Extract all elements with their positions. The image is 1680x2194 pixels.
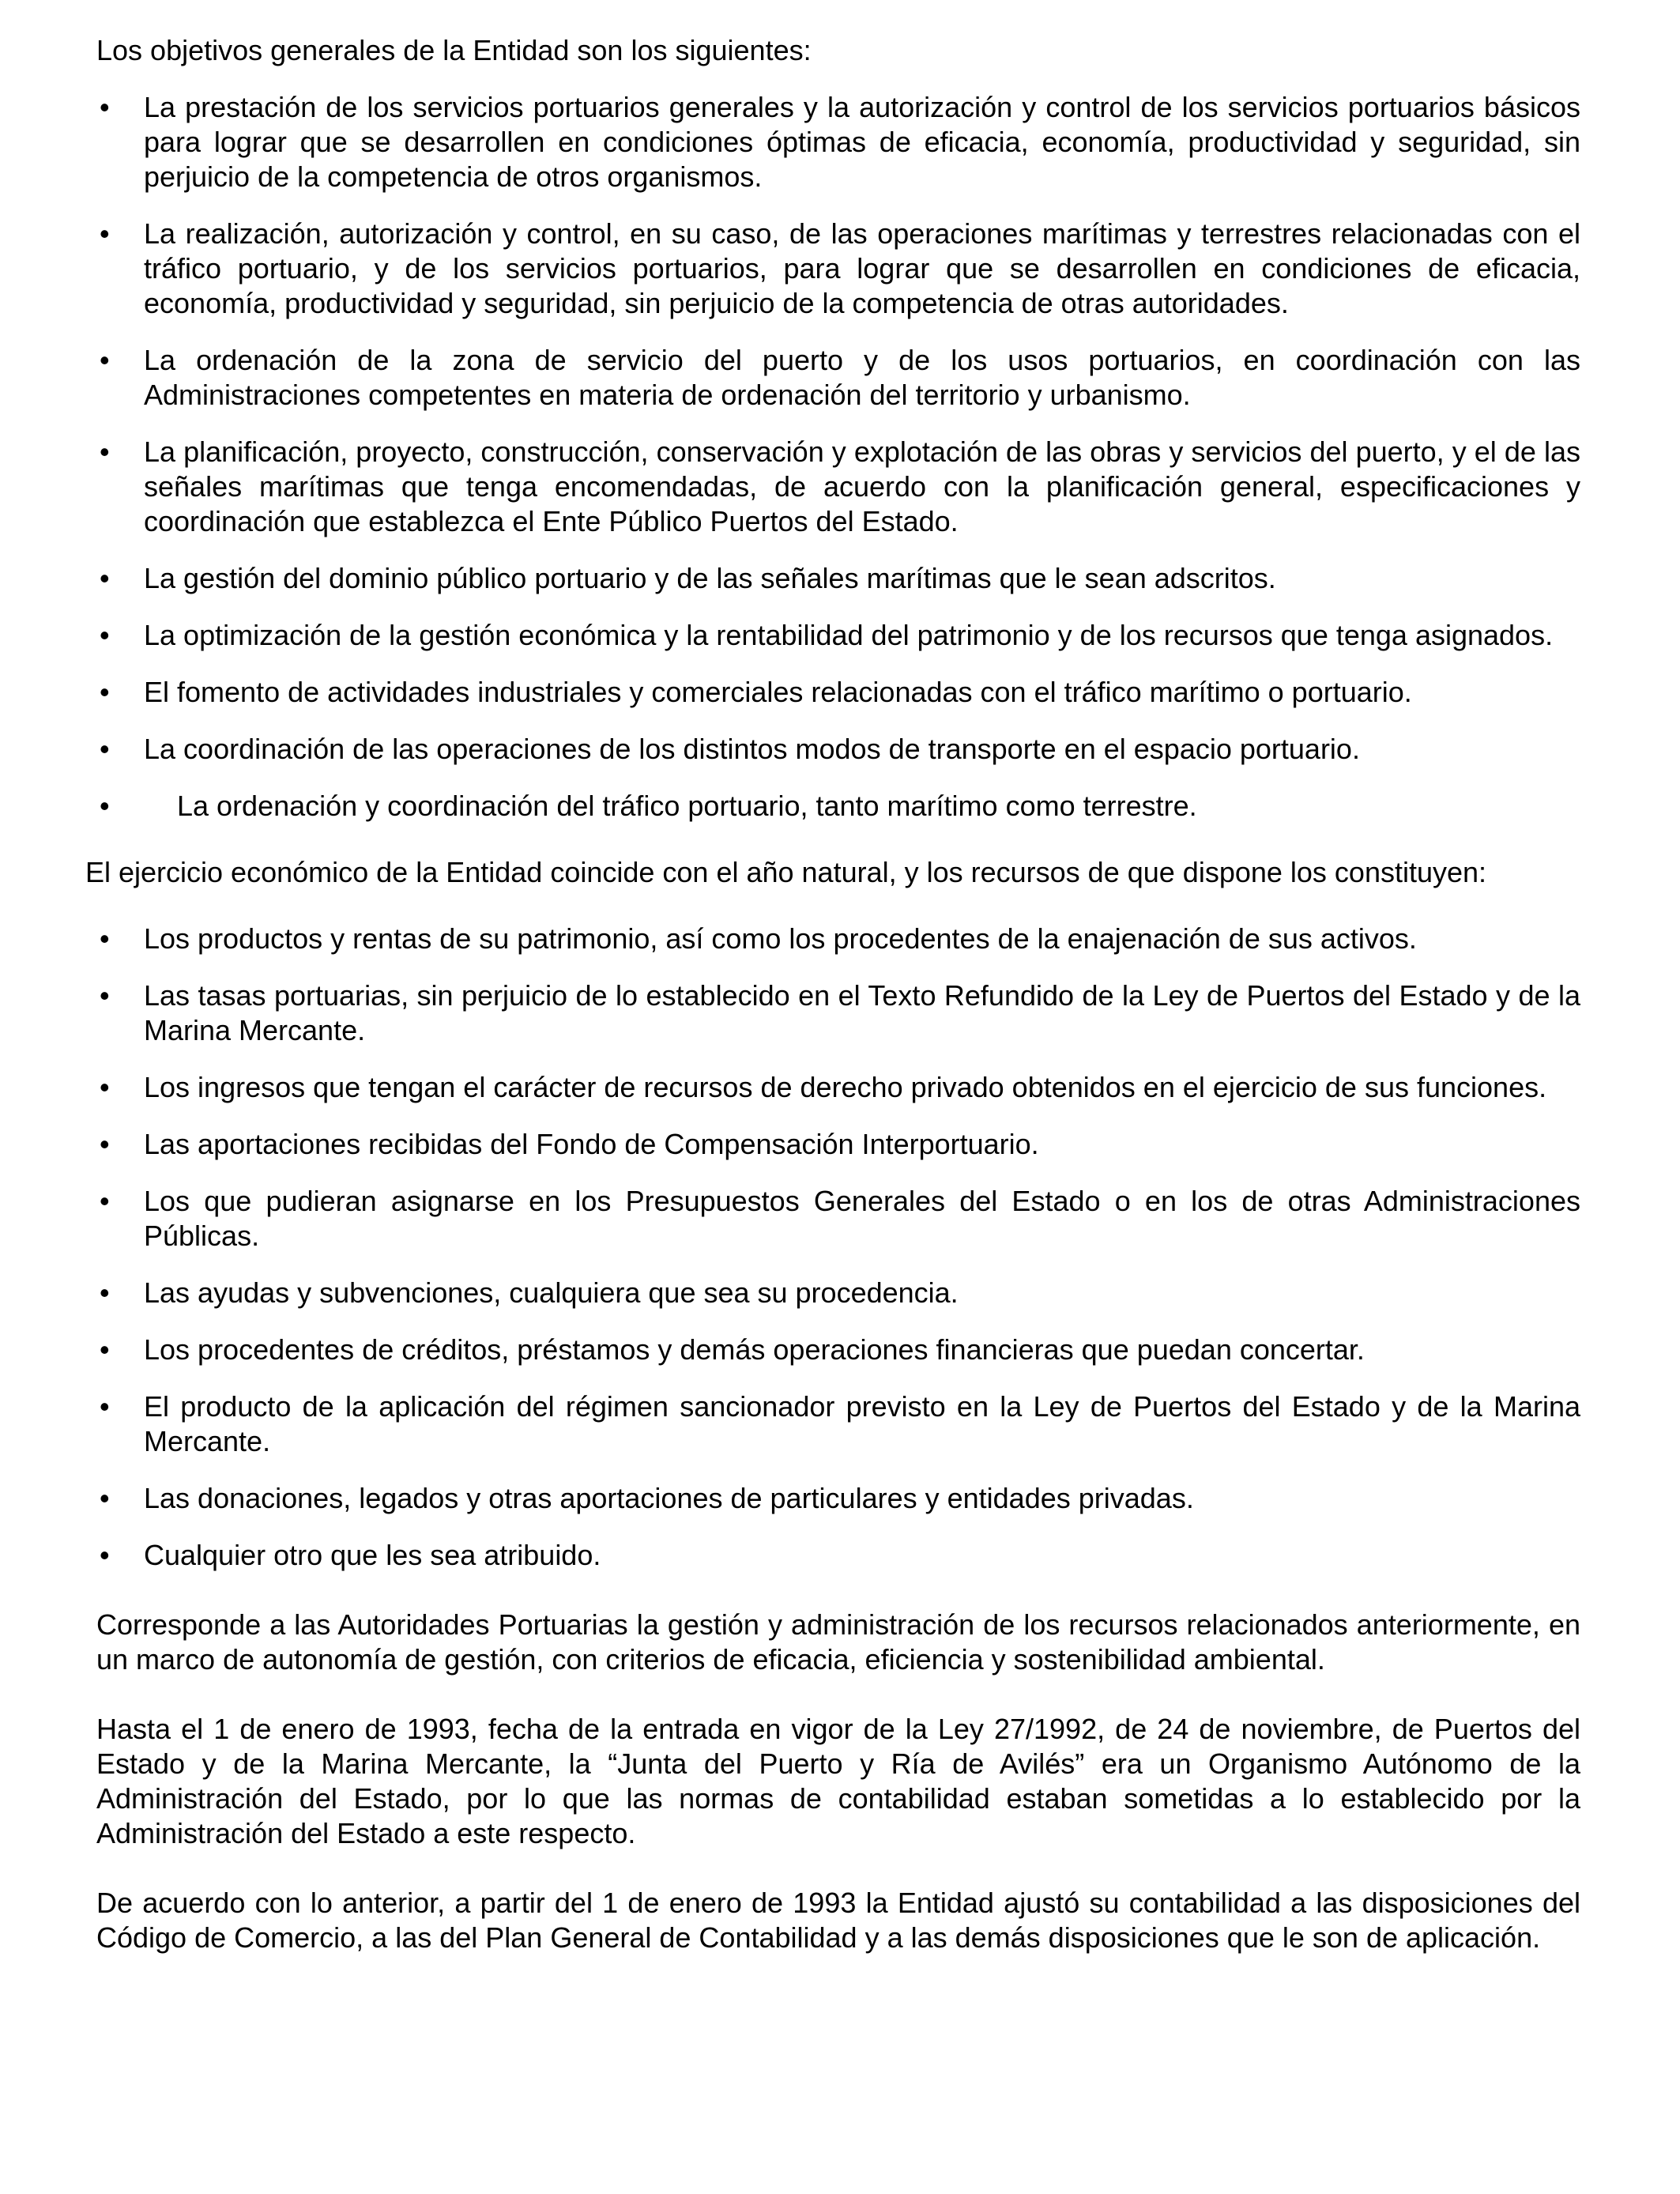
list-item	[96, 1333, 1580, 1367]
list-item-text: La ordenación y coordinación del tráfico portuario, tanto marítimo como terrestre.	[177, 790, 1197, 822]
bullet-icon: •	[100, 1390, 110, 1423]
list-item	[96, 732, 1580, 767]
closing-paragraph: Corresponde a las Autoridades Portuarias la gestión y administración de los recursos relacionados anteriormente, en un marco de autonomía de gestión, con criterios de eficacia, eficiencia y sostenibilidad ambiental.	[96, 1608, 1580, 1676]
list-item	[96, 675, 1580, 710]
bullet-icon: •	[100, 435, 110, 468]
list-item	[96, 343, 1580, 413]
resources-intro: El ejercicio económico de la Entidad coincide con el año natural, y los recursos de que dispone los constituyen:	[85, 856, 1487, 888]
list-item-text: Los ingresos que tengan el carácter de recursos de derecho privado obtenidos en el ejercicio de sus funciones.	[144, 1071, 1547, 1103]
list-item-text: Las tasas portuarias, sin perjuicio de lo establecido en el Texto Refundido de la Ley de Puertos del Estado y de la Marina Mercante.	[144, 979, 1580, 1046]
list-item	[96, 1276, 1580, 1310]
list-item	[96, 789, 1580, 824]
bullet-icon: •	[100, 1071, 110, 1103]
list-item-text: Los que pudieran asignarse en los Presupuestos Generales del Estado o en los de otras Administraciones Públicas.	[144, 1185, 1580, 1252]
bullet-icon: •	[100, 1128, 110, 1160]
bullet-icon: •	[100, 1333, 110, 1366]
bullet-icon: •	[100, 1185, 110, 1217]
list-item	[96, 1127, 1580, 1162]
bullet-icon: •	[100, 562, 110, 594]
list-item	[96, 561, 1580, 596]
list-item	[96, 618, 1580, 653]
list-item-text: Las ayudas y subvenciones, cualquiera que sea su procedencia.	[144, 1276, 959, 1309]
list-item-text: La prestación de los servicios portuarios generales y la autorización y control de los servicios portuarios básicos para lograr que se desarrollen en condiciones óptimas de eficacia, economía, productividad y seguridad, sin perjuicio de la competencia de otros organismos.	[144, 91, 1580, 193]
bullet-icon: •	[100, 1539, 110, 1571]
bullet-icon: •	[100, 1482, 110, 1514]
list-item	[96, 922, 1580, 956]
list-item	[96, 435, 1580, 539]
list-item	[96, 217, 1580, 321]
list-item-text: La ordenación de la zona de servicio del puerto y de los usos portuarios, en coordinación con las Administraciones competentes en materia de ordenación del territorio y urbanismo.	[144, 344, 1580, 411]
closing-paragraph: Hasta el 1 de enero de 1993, fecha de la entrada en vigor de la Ley 27/1992, de 24 de noviembre, de Puertos del Estado y de la Marina Mercante, la “Junta del Puerto y Ría de Avilés” era un Organismo Autónomo de la Administración del Estado, por lo que las normas de contabilidad estaban sometidas a lo establecido por la Administración del Estado a este respecto.	[96, 1713, 1580, 1849]
bullet-icon: •	[100, 344, 110, 376]
objectives-list	[96, 90, 1580, 824]
bullet-icon: •	[100, 619, 110, 651]
objectives-intro: Los objetivos generales de la Entidad son los siguientes:	[96, 34, 812, 66]
list-item-text: Cualquier otro que les sea atribuido.	[144, 1539, 601, 1571]
list-item-text: Las donaciones, legados y otras aportaciones de particulares y entidades privadas.	[144, 1482, 1194, 1514]
list-item-text: La planificación, proyecto, construcción, conservación y explotación de las obras y servicios del puerto, y el de las señales marítimas que tenga encomendadas, de acuerdo con la planificación general, especificaciones y coordinación que establezca el Ente Público Puertos del Estado.	[144, 435, 1580, 537]
resources-list	[96, 922, 1580, 1573]
list-item	[96, 978, 1580, 1048]
bullet-icon: •	[100, 217, 110, 250]
bullet-icon: •	[100, 979, 110, 1012]
list-item	[96, 90, 1580, 194]
list-item-text: Los productos y rentas de su patrimonio, así como los procedentes de la enajenación de sus activos.	[144, 922, 1417, 955]
list-item	[96, 1538, 1580, 1573]
list-item	[96, 1389, 1580, 1459]
list-item-text: La gestión del dominio público portuario y de las señales marítimas que le sean adscritos.	[144, 562, 1276, 594]
closing-paragraph: De acuerdo con lo anterior, a partir del 1 de enero de 1993 la Entidad ajustó su contabilidad a las disposiciones del Código de Comercio, a las del Plan General de Contabilidad y a las demás disposiciones que le son de aplicación.	[96, 1887, 1580, 1954]
list-item	[96, 1070, 1580, 1105]
list-item	[96, 1481, 1580, 1516]
bullet-icon: •	[100, 676, 110, 708]
list-item-text: Los procedentes de créditos, préstamos y demás operaciones financieras que puedan concertar.	[144, 1333, 1365, 1366]
bullet-icon: •	[100, 733, 110, 765]
list-item-text: El producto de la aplicación del régimen sancionador previsto en la Ley de Puertos del Estado y de la Marina Mercante.	[144, 1390, 1580, 1457]
list-item	[96, 1184, 1580, 1253]
list-item-text: La coordinación de las operaciones de los distintos modos de transporte en el espacio portuario.	[144, 733, 1360, 765]
list-item-text: La realización, autorización y control, en su caso, de las operaciones marítimas y terrestres relacionadas con el tráfico portuario, y de los servicios portuarios, para lograr que se desarrollen en condiciones de eficacia, economía, productividad y seguridad, sin perjuicio de la competencia de otras autoridades.	[144, 217, 1580, 319]
bullet-icon: •	[100, 790, 110, 822]
bullet-icon: •	[100, 91, 110, 123]
bullet-icon: •	[100, 1276, 110, 1309]
list-item-text: El fomento de actividades industriales y comerciales relacionadas con el tráfico marítimo o portuario.	[144, 676, 1412, 708]
list-item-text: La optimización de la gestión económica y la rentabilidad del patrimonio y de los recursos que tenga asignados.	[144, 619, 1554, 651]
list-item-text: Las aportaciones recibidas del Fondo de Compensación Interportuario.	[144, 1128, 1039, 1160]
bullet-icon: •	[100, 922, 110, 955]
